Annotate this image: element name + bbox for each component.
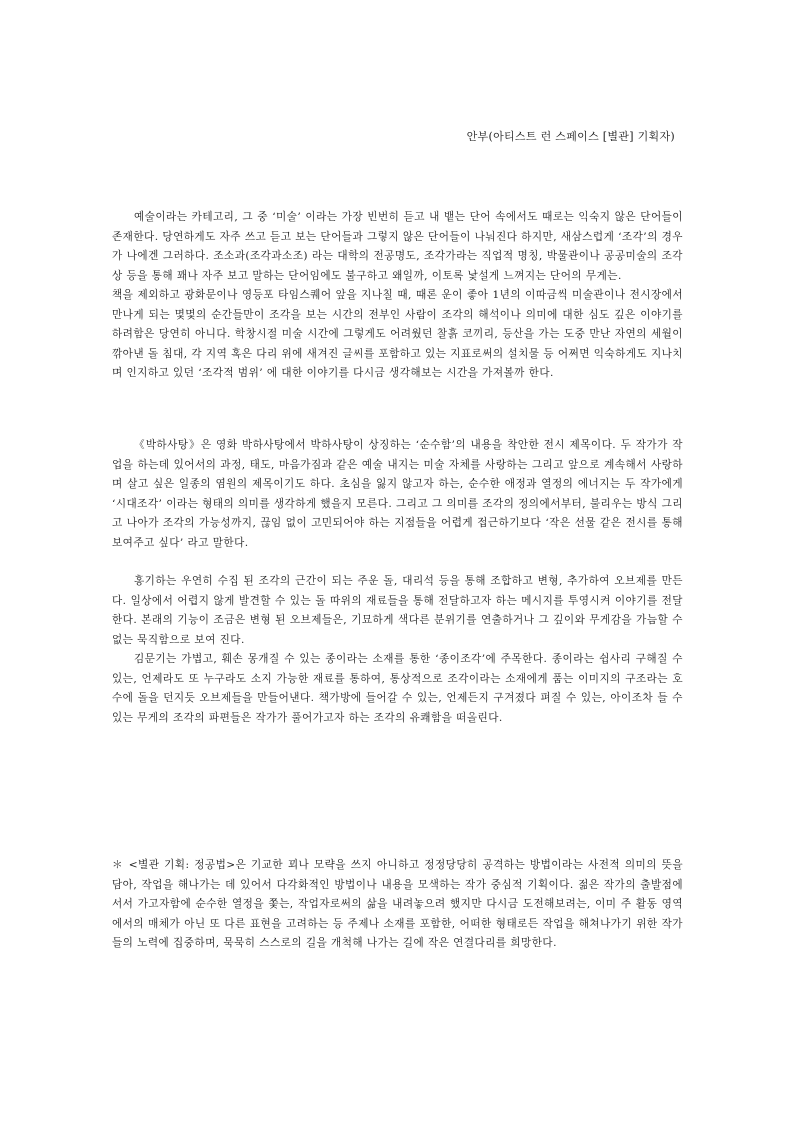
paragraph-1: 예술이라는 카테고리, 그 중 ‘미술’ 이라는 가장 빈번히 듣고 내 뱉는 단어 속에서도 때로는 익숙지 않은 단어들이 존재한다. 당연하게도 자주 쓰고 듣고 보는 단어들과 그렇지 않은 단어들이 나눠진다 하지만, 새삼스럽게 ‘조각’의 경우가 나에겐 그러하다. 조소과(조각과소조) 라는 대학의 전공명도, 조각가라는 직업적 명칭, 박물관이나 공공미술의 조각상 등을 통해 꽤나 자주 보고 말하는 단어임에도 불구하고 왜일까, 이토록 낯설게 느껴지는 단어의 무게는.: [112, 211, 683, 282]
paragraph-4: 홍기하는 우연히 수집 된 조각의 근간이 되는 주운 돌, 대리석 등을 통해 조합하고 변형, 추가하여 오브제를 만든다. 일상에서 어렵지 않게 발견할 수 있는 돌 따위의 재료들을 통해 전달하고자 하는 메시지를 투영시켜 이야기를 전달한다. 본래의 기능이 조금은 변형 된 오브제들은, 기묘하게 색다른 분위기를 연출하거나 그 깊이와 무게감을 가늠할 수 없는 묵직함으로 보여 진다.: [112, 575, 683, 646]
footnote: [112, 856, 683, 954]
paragraph-3: 《박하사탕》은 영화 박하사탕에서 박하사탕이 상징하는 ‘순수함’의 내용을 착안한 전시 제목이다. 두 작가가 작업을 하는데 있어서의 과정, 태도, 마음가짐과 같은 예술 내지는 미술 자체를 사랑하는 그리고 앞으로 계속해서 사랑하며 살고 싶은 일종의 염원의 제목이기도 하다. 초심을 잃지 않고자 하는, 순수한 애정과 열정의 에너지는 두 작가에게 ‘시대조각’ 이라는 형태의 의미를 생각하게 했을지 모른다. 그리고 그 의미를 조각의 정의에서부터, 불리우는 방식 그리고 나아가 조각의 가능성까지, 끊임 없이 고민되어야 하는 지점들을 어렵게 접근하기보다 ‘작은 선물 같은 전시를 통해 보여주고 싶다’ 라고 말한다.: [112, 439, 683, 549]
paragraph-5: 김문기는 가볍고, 훼손 몽개질 수 있는 종이라는 소재를 통한 ‘종이조각’에 주목한다. 종이라는 쉽사리 구해질 수 있는, 언제라도 또 누구라도 소지 가능한 재료를 통하여, 통상적으로 조각이라는 소재에게 품는 이미지의 구조라는 호수에 돌을 던지듯 오브제들을 만들어낸다. 책가방에 들어갈 수 있는, 언제든지 구겨졌다 펴질 수 있는, 아이조차 들 수 있는 무게의 조각의 파편들은 작가가 풀어가고자 하는 조각의 유쾌함을 떠올린다.: [112, 653, 683, 724]
body-section-intro: [112, 208, 683, 384]
footnote-text: ＊ <별관 기획: 정공법>은 기교한 꾀나 모략을 쓰지 아니하고 정정당당히 공격하는 방법이라는 사전적 의미의 뜻을 담아, 작업을 해나가는 데 있어서 다각화적인 방법이나 내용을 모색하는 작가 중심적 기획이다. 젊은 작가의 출발점에 서서 가고자함에 순수한 열정을 쫓는, 작업자로써의 삶을 내려놓으려 했지만 다시금 도전해보려는, 이미 주 활동 영역에서의 매체가 아닌 또 다른 표현을 고려하는 등 주제나 소재를 포함한, 어떠한 형태로든 작업을 해쳐나가기 위한 작가들의 노력에 집중하며, 묵묵히 스스로의 길을 개척해 나가는 길에 작은 연결다리를 희망한다.: [112, 859, 683, 949]
body-section-exhibition: [112, 436, 683, 728]
author-byline: 안부(아티스트 런 스페이스 [별관] 기획자): [466, 130, 675, 143]
paragraph-2: 책을 제외하고 광화문이나 영등포 타임스퀘어 앞을 지나칠 때, 때론 운이 좋아 1년의 이따금씩 미술관이나 전시장에서 만나게 되는 몇몇의 순간들만이 조각을 보는 시간의 전부인 사람이 조각의 해석이나 의미에 대한 심도 깊은 이야기를 하려함은 당연히 아니다. 학창시절 미술 시간에 그렇게도 어려웠던 찰흙 코끼리, 등산을 가는 도중 만난 자연의 세월이 깎아낸 돌 침대, 각 지역 혹은 다리 위에 새겨진 글씨를 포함하고 있는 지표로써의 설치물 등 어쩌면 익숙하게도 지나치며 인지하고 있던 ‘조각적 범위’ 에 대한 이야기를 다시금 생각해보는 시간을 가져볼까 한다.: [112, 289, 683, 379]
